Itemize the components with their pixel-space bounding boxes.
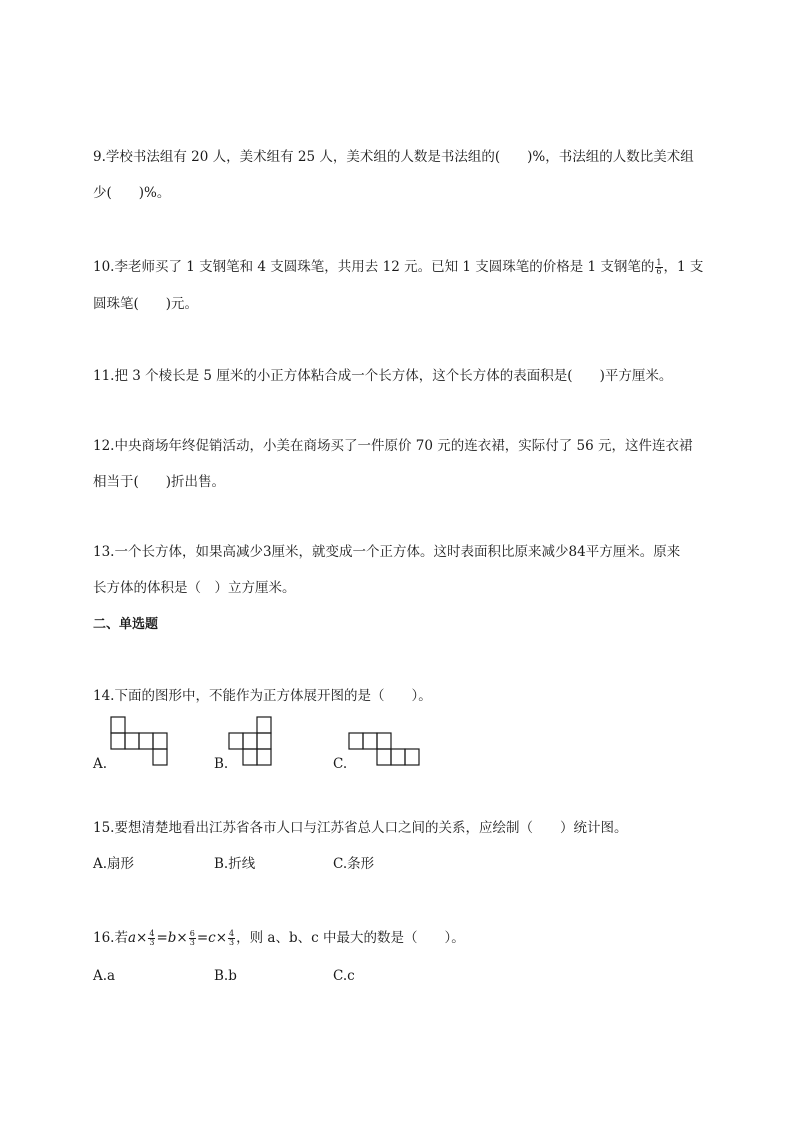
- q16-var-a: a: [127, 930, 137, 946]
- q10-fraction: [655, 259, 662, 276]
- q14-option-a[interactable]: A.: [93, 756, 108, 772]
- q16-stem: [93, 928, 465, 948]
- q13-line1: 13.一个长方体，如果高减少3厘米，就变成一个正方体。这时表面积比原来减少84平方厘米。原来: [93, 544, 681, 560]
- q10-text-before: 10.李老师买了 1 支钢笔和 4 支圆珠笔，共用去 12 元。已知 1 支圆珠笔的价格是 1 支钢笔的: [93, 259, 655, 275]
- q16-suffix: ，则 a、b、c 中最大的数是（ ）。: [236, 930, 465, 946]
- q10-line2: 圆珠笔( )元。: [93, 296, 199, 312]
- q16-option-a[interactable]: A.a: [93, 968, 116, 984]
- q16-fraction-2: [189, 930, 196, 947]
- q16-times-2: ×: [176, 930, 188, 946]
- q16-equals-2: =: [196, 930, 209, 946]
- q15-option-c[interactable]: C.条形: [333, 856, 375, 872]
- q16-option-b[interactable]: B.b: [214, 968, 237, 984]
- q15-stem: 15.要想清楚地看出江苏省各市人口与江苏省总人口之间的关系，应绘制（ ）统计图。: [93, 820, 628, 836]
- q10-frac-den: 6: [656, 267, 662, 276]
- q10-text-after: ，1 支: [663, 259, 704, 275]
- section-heading: 二、单选题: [93, 617, 159, 632]
- cube-net-c: [346, 730, 422, 768]
- q14-option-b[interactable]: B.: [214, 756, 229, 772]
- q16-frac3-num: 4: [229, 929, 235, 938]
- cube-net-a: [108, 714, 170, 768]
- q9-line1: 9.学校书法组有 20 人，美术组有 25 人，美术组的人数是书法组的( )%，书法组的人数比美术组: [93, 149, 694, 165]
- q9-line2: 少( )%。: [93, 185, 171, 201]
- q16-frac2-num: 6: [189, 929, 195, 938]
- q16-fraction-3: [228, 930, 235, 947]
- q11-line1: 11.把 3 个棱长是 5 厘米的小正方体粘合成一个长方体，这个长方体的表面积是( )平方厘米。: [93, 368, 673, 384]
- q10-frac-num: 1: [656, 258, 662, 267]
- q16-frac3-den: 3: [229, 938, 235, 947]
- q12-line2: 相当于( )折出售。: [93, 474, 226, 490]
- q10-line1: [93, 257, 703, 277]
- q16-frac1-den: 3: [149, 938, 155, 947]
- q16-option-c[interactable]: C.c: [333, 968, 355, 984]
- q16-equals-1: =: [156, 930, 168, 946]
- q12-line1: 12.中央商场年终促销活动，小美在商场买了一件原价 70 元的连衣裙，实际付了 56 元，这件连衣裙: [93, 438, 693, 454]
- q14-stem: 14.下面的图形中，不能作为正方体展开图的是（ ）。: [93, 688, 432, 704]
- q16-frac2-den: 3: [189, 938, 195, 947]
- q16-frac1-num: 4: [149, 929, 155, 938]
- q13-line2: 长方体的体积是（ ）立方厘米。: [93, 580, 296, 596]
- q16-fraction-1: [148, 930, 155, 947]
- q16-times-1: ×: [136, 930, 148, 946]
- q15-option-a[interactable]: A.扇形: [93, 856, 135, 872]
- q16-prefix: 16.若: [93, 930, 128, 946]
- q16-times-3: ×: [215, 930, 228, 946]
- q15-option-b[interactable]: B.折线: [214, 856, 256, 872]
- cube-net-b: [226, 714, 276, 768]
- q14-option-c[interactable]: C.: [333, 756, 348, 772]
- q16-var-c: c: [208, 930, 216, 946]
- q16-var-b: b: [167, 930, 177, 946]
